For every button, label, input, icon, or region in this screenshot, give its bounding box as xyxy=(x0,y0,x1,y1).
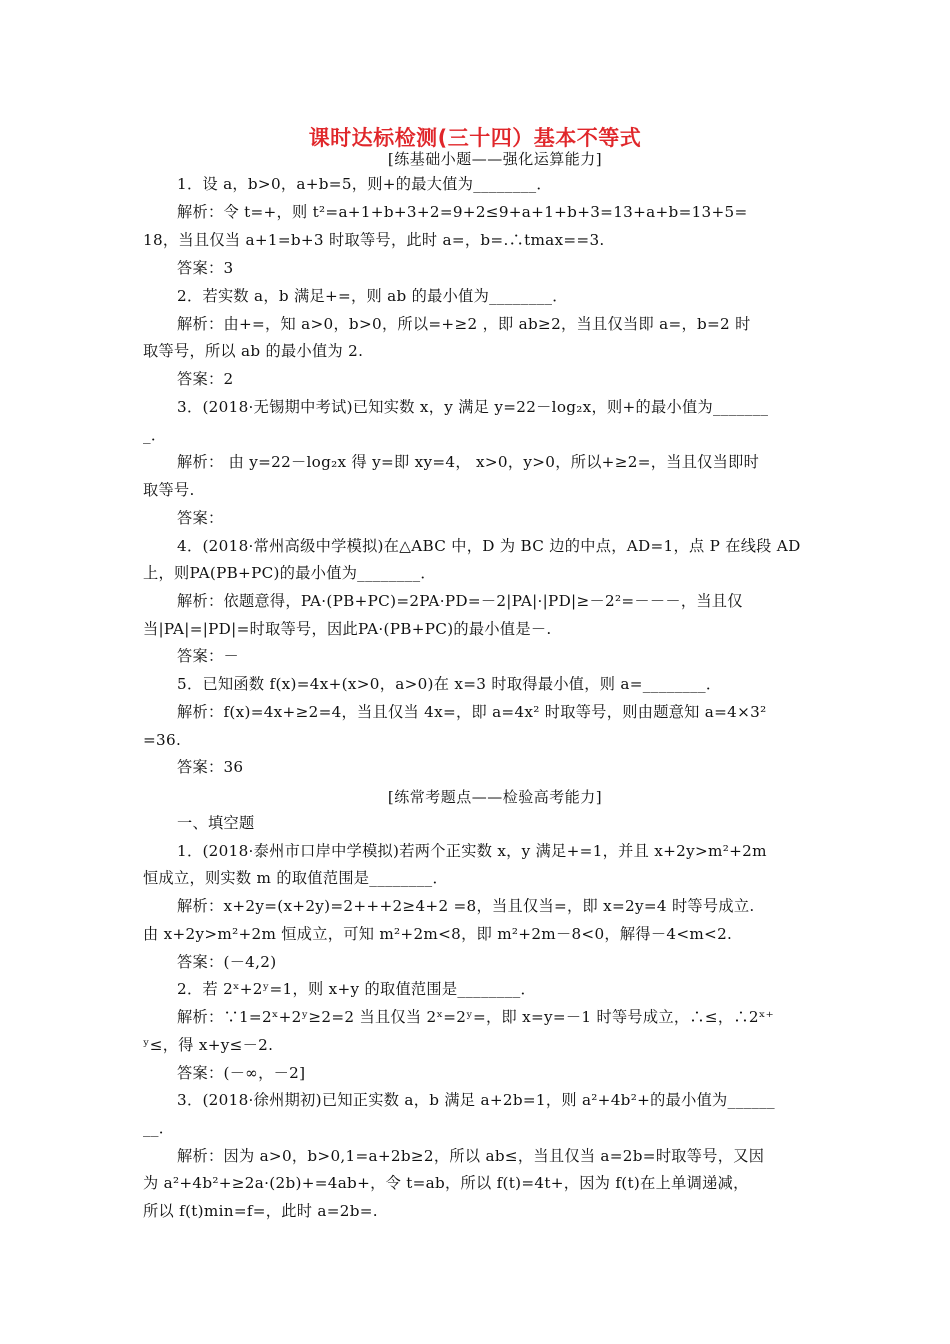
text-line: 1．(2018·泰州市口岸中学模拟)若两个正实数 x，y 满足+=1，并且 x+2y>m²+2m xyxy=(177,842,767,860)
text-line: 恒成立，则实数 m 的取值范围是________． xyxy=(143,869,448,887)
text-line: 解析：依题意得，PA·(PB+PC)=2PA·PD=－2|PA|·|PD|≥－2²=－－－，当且仅 xyxy=(177,592,743,610)
text-line: 解析：由+=，知 a>0，b>0，所以=+≥2 ，即 ab≥2，当且仅当即 a=，b=2 时 xyxy=(177,315,751,333)
text-line: 解析：因为 a>0，b>0,1=a+2b≥2，所以 ab≤，当且仅当 a=2b=时取等号，又因 xyxy=(177,1147,765,1165)
text-line: 解析：f(x)=4x+≥2=4，当且仅当 4x=，即 a=4x² 时取等号，则由题意知 a=4×3² xyxy=(177,703,767,721)
text-line: 解析： 由 y=22－log₂x 得 y=即 xy=4， x>0，y>0，所以+≥2=，当且仅当即时 xyxy=(177,453,760,471)
text-line: 2．若实数 a，b 满足+=，则 ab 的最小值为________． xyxy=(177,287,568,305)
text-line: ʸ≤，得 x+y≤－2. xyxy=(143,1036,274,1054)
section-heading-exam: [练常考题点——检验高考能力] xyxy=(387,788,603,806)
text-line: 解析：∵1=2ˣ+2ʸ≥2=2 当且仅当 2ˣ=2ʸ=，即 x=y=－1 时等号成立，∴≤，∴2ˣ⁺ xyxy=(177,1008,774,1026)
text-line: 由 x+2y>m²+2m 恒成立，可知 m²+2m<8，即 m²+2m－8<0，解得－4<m<2. xyxy=(143,925,733,943)
section-heading-basic: [练基础小题——强化运算能力] xyxy=(387,150,603,168)
text-line: __． xyxy=(143,1119,175,1137)
text-line: 取等号. xyxy=(143,481,195,499)
text-line: _． xyxy=(143,426,167,444)
answer-line: 答案：(－4,2) xyxy=(177,953,277,971)
text-line: 4．(2018·常州高级中学模拟)在△ABC 中，D 为 BC 边的中点，AD=1，点 P 在线段 AD xyxy=(177,537,801,555)
text-line: 所以 f(t)min=f=，此时 a=2b=. xyxy=(143,1202,378,1220)
answer-line: 答案：2 xyxy=(177,370,234,388)
part-heading: 一、填空题 xyxy=(177,814,255,832)
text-line: 上，则PA(PB+PC)的最小值为________． xyxy=(143,564,436,582)
answer-line: 答案：3 xyxy=(177,259,234,277)
text-line: 取等号，所以 ab 的最小值为 2. xyxy=(143,342,364,360)
text-line: 为 a²+4b²+≥2a·(2b)+=4ab+，令 t=ab，所以 f(t)=4t+，因为 f(t)在上单调递减， xyxy=(143,1174,749,1192)
text-line: 18，当且仅当 a+1=b+3 时取等号，此时 a=，b=.∴tmax==3. xyxy=(143,231,605,249)
text-line: 5．已知函数 f(x)=4x+(x>0，a>0)在 x=3 时取得最小值，则 a=________． xyxy=(177,675,722,693)
answer-line: 答案：－ xyxy=(177,647,239,665)
text-line: 3．(2018·无锡期中考试)已知实数 x，y 满足 y=22－log₂x，则+的最小值为_______ xyxy=(177,398,769,416)
text-line: 3．(2018·徐州期初)已知正实数 a，b 满足 a+2b=1，则 a²+4b²+的最小值为______ xyxy=(177,1091,775,1109)
text-line: 解析：x+2y=(x+2y)=2+++2≥4+2 =8，当且仅当=，即 x=2y=4 时等号成立. xyxy=(177,897,755,915)
answer-line: 答案：(－∞，－2] xyxy=(177,1064,306,1082)
text-line: =36. xyxy=(143,731,182,749)
text-line: 2．若 2ˣ+2ʸ=1，则 x+y 的取值范围是________． xyxy=(177,980,537,998)
answer-line: 答案：36 xyxy=(177,758,244,776)
answer-line: 答案： xyxy=(177,509,224,527)
text-line: 1．设 a，b>0，a+b=5，则+的最大值为________． xyxy=(177,175,552,193)
page-title: 课时达标检测(三十四）基本不等式 xyxy=(308,126,642,150)
text-line: 解析：令 t=+，则 t²=a+1+b+3+2=9+2≤9+a+1+b+3=13+a+b=13+5= xyxy=(177,203,748,221)
text-line: 当|PA|=|PD|=时取等号，因此PA·(PB+PC)的最小值是－. xyxy=(143,620,552,638)
